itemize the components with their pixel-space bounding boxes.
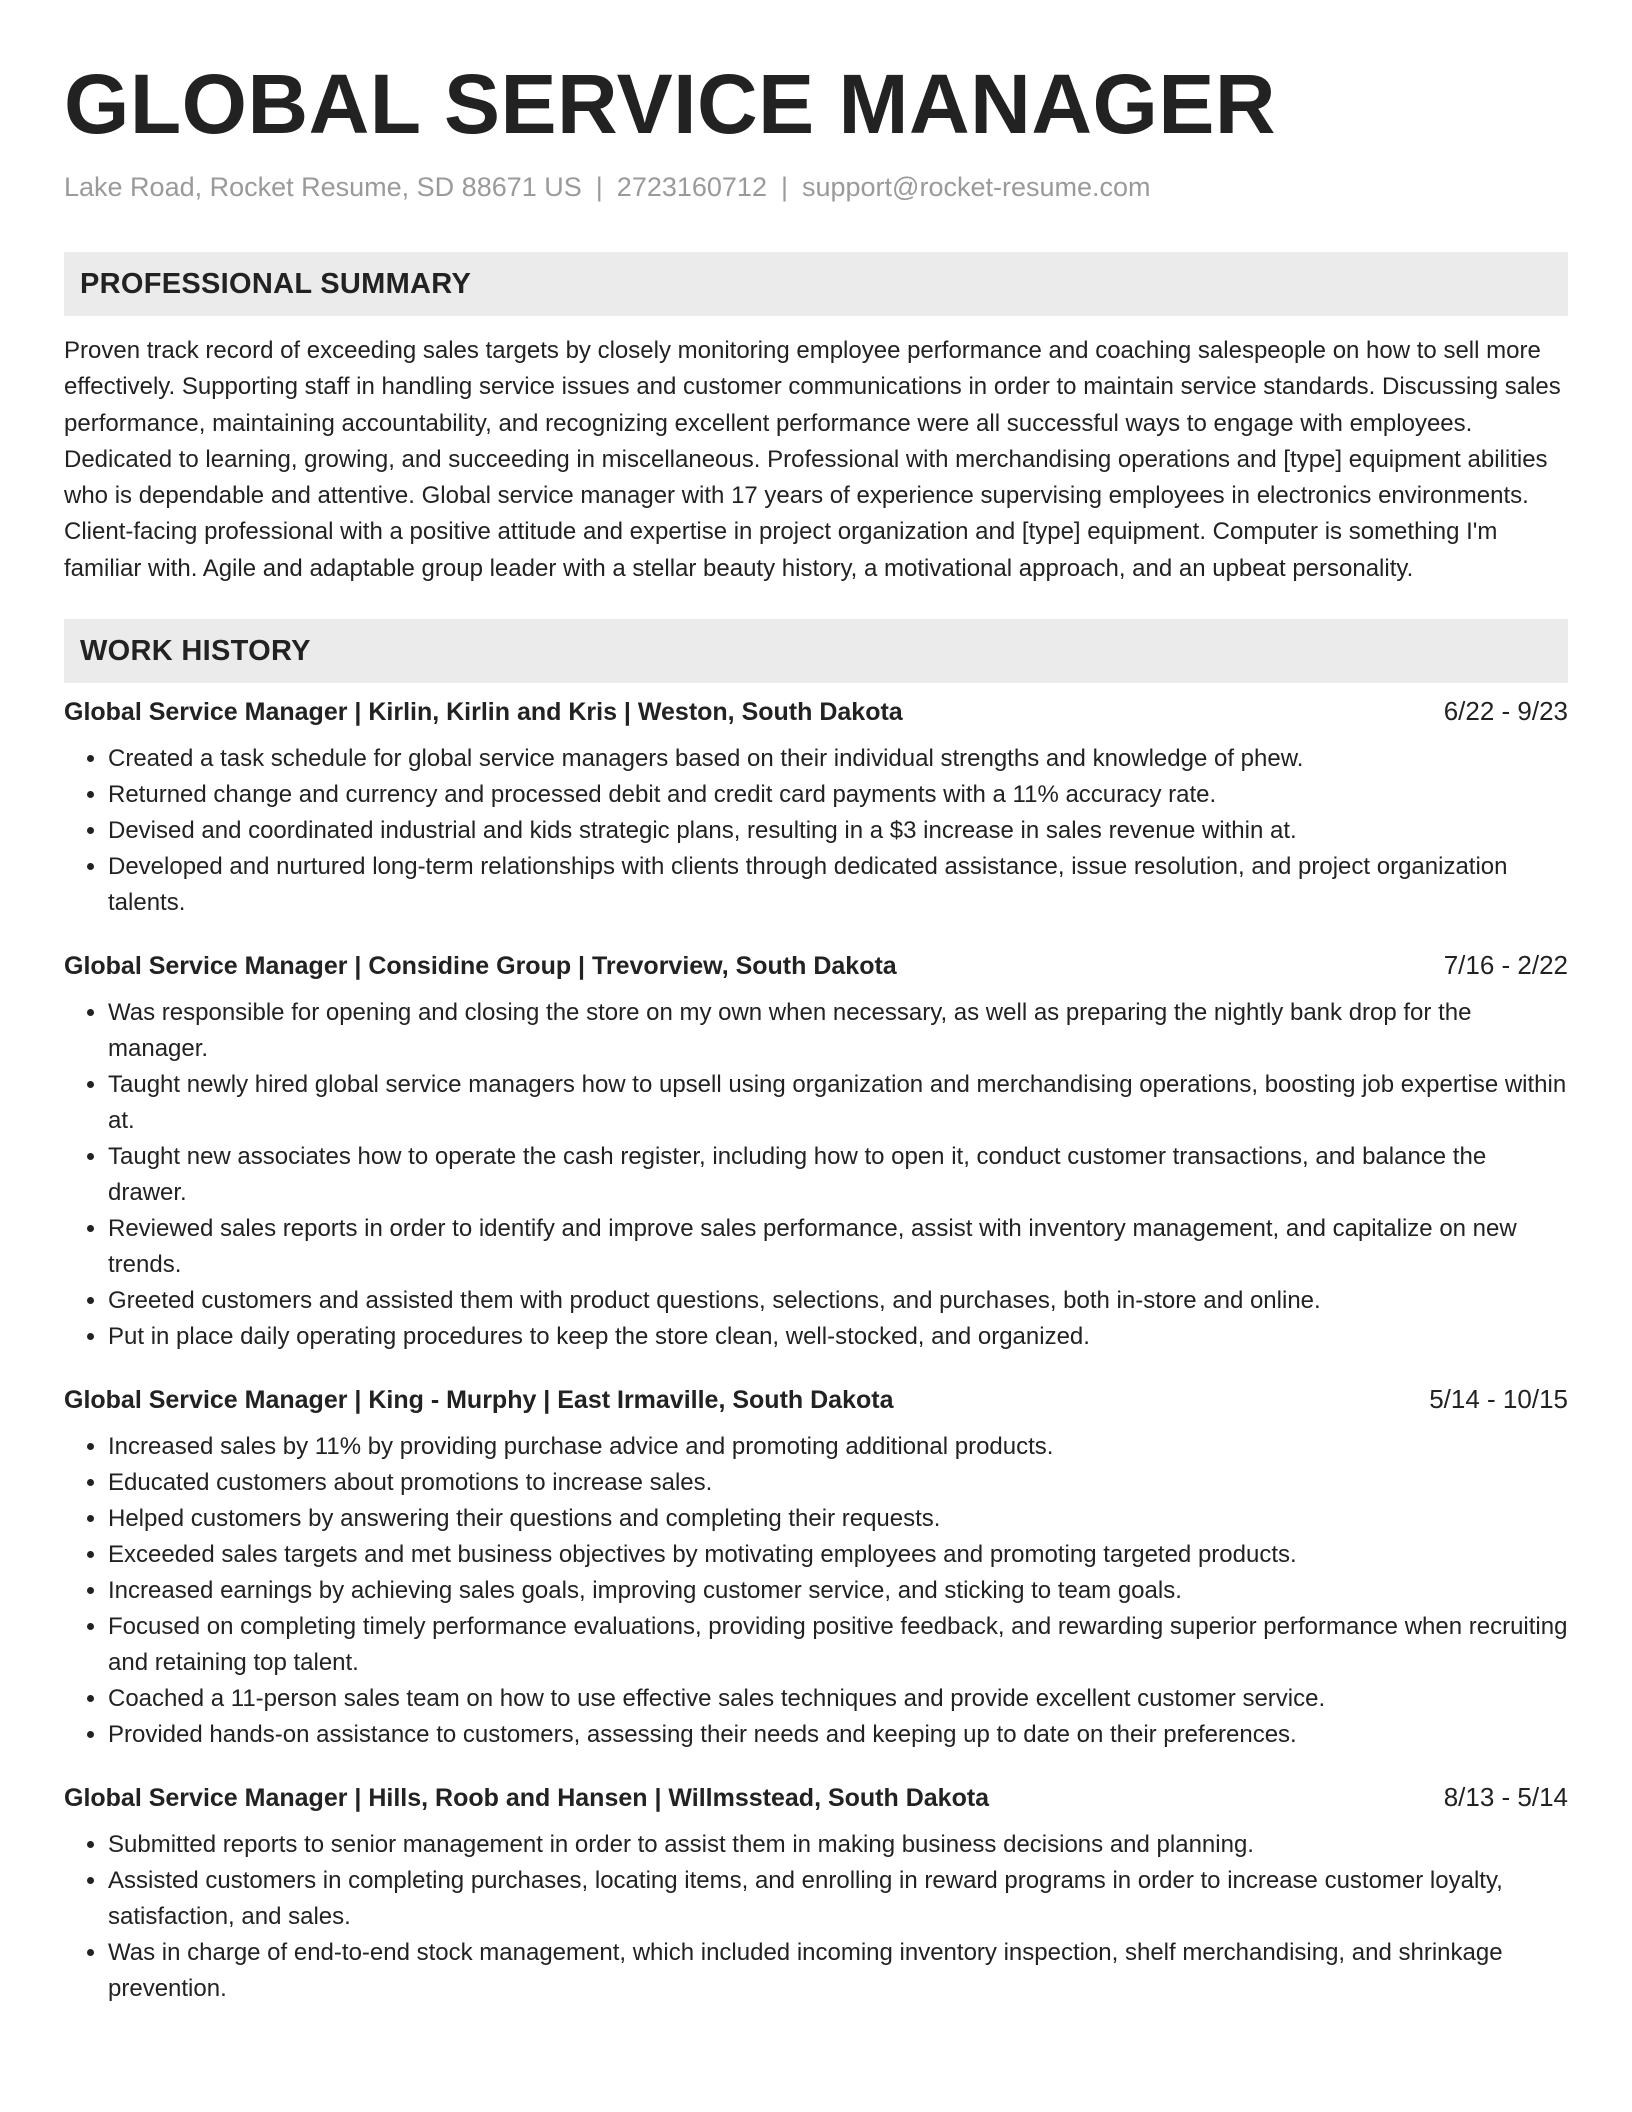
job-bullet: • Returned change and currency and processed debit and credit card payments with a 11% accuracy rate. — [108, 777, 1568, 813]
job-title: Global Service Manager | Considine Group | Trevorview, South Dakota — [64, 952, 897, 981]
job-bullet: • Greeted customers and assisted them with product questions, selections, and purchases, both in-store and online. — [108, 1283, 1568, 1319]
job-entry — [64, 947, 1568, 1355]
job-bullet: • Taught newly hired global service managers how to upsell using organization and merchandising operations, boosting job expertise within at. — [108, 1067, 1568, 1139]
job-bullet-list — [64, 995, 1568, 1355]
job-bullet: • Submitted reports to senior management in order to assist them in making business decisions and planning. — [108, 1827, 1568, 1863]
job-bullet: • Created a task schedule for global service managers based on their individual strengths and knowledge of phew. — [108, 741, 1568, 777]
job-bullet: • Reviewed sales reports in order to identify and improve sales performance, assist with inventory management, and capitalize on new trends. — [108, 1211, 1568, 1283]
job-header — [64, 1779, 1568, 1815]
job-bullet-list — [64, 1429, 1568, 1753]
job-dates: 6/22 - 9/23 — [1443, 696, 1568, 727]
job-bullet: • Taught new associates how to operate the cash register, including how to open it, conduct customer transactions, and balance the drawer. — [108, 1139, 1568, 1211]
job-header — [64, 693, 1568, 729]
job-title: Global Service Manager | King - Murphy | East Irmaville, South Dakota — [64, 1386, 894, 1415]
section-header-professional-summary: PROFESSIONAL SUMMARY — [64, 252, 1568, 316]
job-bullet-list — [64, 741, 1568, 921]
job-bullet: • Coached a 11-person sales team on how to use effective sales techniques and provide excellent customer service. — [108, 1681, 1568, 1717]
job-dates: 5/14 - 10/15 — [1429, 1384, 1568, 1415]
job-bullet: • Helped customers by answering their questions and completing their requests. — [108, 1501, 1568, 1537]
job-bullet: • Increased sales by 11% by providing purchase advice and promoting additional products. — [108, 1429, 1568, 1465]
job-bullet: • Was responsible for opening and closing the store on my own when necessary, as well as preparing the nightly bank drop for the manager. — [108, 995, 1568, 1067]
job-title: Global Service Manager | Kirlin, Kirlin and Kris | Weston, South Dakota — [64, 698, 903, 727]
job-bullet: • Focused on completing timely performance evaluations, providing positive feedback, and rewarding superior performance when recruiting and retaining top talent. — [108, 1609, 1568, 1681]
job-header — [64, 1381, 1568, 1417]
contact-address: Lake Road, Rocket Resume, SD 88671 US — [64, 172, 582, 202]
contact-separator: | — [595, 172, 603, 202]
resume-page — [64, 0, 1568, 2007]
contact-email: support@rocket-resume.com — [801, 172, 1151, 202]
job-entry — [64, 693, 1568, 921]
job-bullet: • Put in place daily operating procedures to keep the store clean, well-stocked, and organized. — [108, 1319, 1568, 1355]
job-header — [64, 947, 1568, 983]
contact-line — [64, 170, 1568, 204]
job-bullet: • Was in charge of end-to-end stock management, which included incoming inventory inspection, shelf merchandising, and shrinkage prevention. — [108, 1935, 1568, 2007]
job-entry — [64, 1779, 1568, 2007]
job-bullet: • Devised and coordinated industrial and kids strategic plans, resulting in a $3 increase in sales revenue within at. — [108, 813, 1568, 849]
contact-phone: 2723160712 — [616, 172, 767, 202]
job-bullet: • Educated customers about promotions to increase sales. — [108, 1465, 1568, 1501]
resume-name: GLOBAL SERVICE MANAGER — [64, 57, 1277, 151]
job-title: Global Service Manager | Hills, Roob and Hansen | Willmsstead, South Dakota — [64, 1784, 990, 1813]
job-bullet-list — [64, 1827, 1568, 2007]
summary-text: Proven track record of exceeding sales targets by closely monitoring employee performance and coaching salespeople on how to sell more effectively. Supporting staff in handling service issues and customer communications in order to maintain service standards. Discussing sales performance, maintaining accountability, and recognizing excellent performance were all successful ways to engage with employees. Dedicated to learning, growing, and succeeding in miscellaneous. Professional with merchandising operations and [type] equipment abilities who is dependable and attentive. Global service manager with 17 years of experience supervising employees in electronics environments. Client-facing professional with a positive attitude and expertise in project organization and [type] equipment. Computer is something I'm familiar with. Agile and adaptable group leader with a stellar beauty history, a motivational approach, and an upbeat personality. — [64, 337, 1561, 582]
job-bullet: • Assisted customers in completing purchases, locating items, and enrolling in reward programs in order to increase customer loyalty, satisfaction, and sales. — [108, 1863, 1568, 1935]
job-bullet: • Provided hands-on assistance to customers, assessing their needs and keeping up to date on their preferences. — [108, 1717, 1568, 1753]
contact-separator: | — [780, 172, 788, 202]
job-entry — [64, 1381, 1568, 1753]
section-header-work-history: WORK HISTORY — [64, 619, 1568, 683]
job-dates: 8/13 - 5/14 — [1443, 1782, 1568, 1813]
job-bullet: • Developed and nurtured long-term relationships with clients through dedicated assistance, issue resolution, and project organization talents. — [108, 849, 1568, 921]
job-bullet: • Exceeded sales targets and met business objectives by motivating employees and promoting targeted products. — [108, 1537, 1568, 1573]
job-bullet: • Increased earnings by achieving sales goals, improving customer service, and sticking to team goals. — [108, 1573, 1568, 1609]
job-dates: 7/16 - 2/22 — [1443, 950, 1568, 981]
